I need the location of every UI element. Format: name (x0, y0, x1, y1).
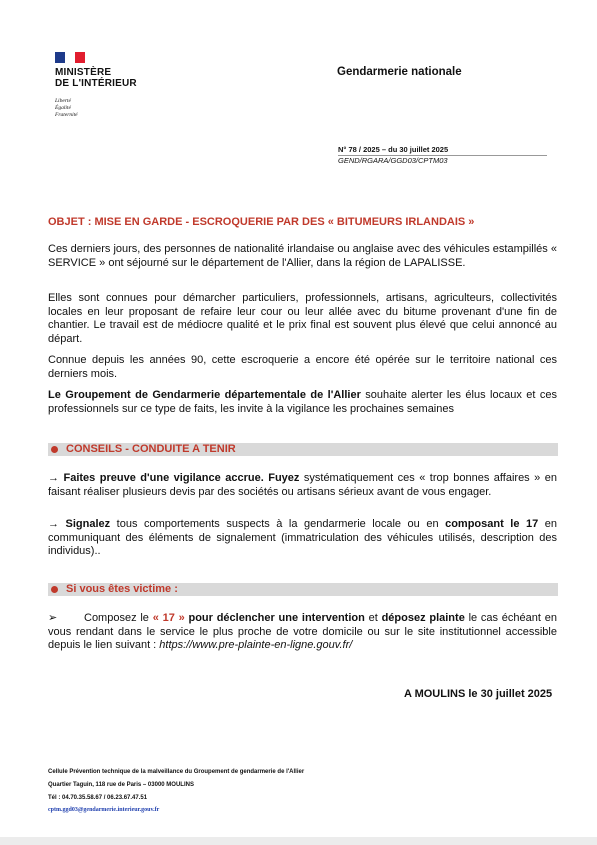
section-victime-title: Si vous êtes victime : (66, 583, 178, 595)
section-conseils-header (48, 443, 558, 456)
document-reference: N° 78 / 2025 – du 30 juillet 2025 (338, 145, 547, 156)
section-victime-header (48, 583, 558, 596)
advice-report-bold: Signalez (65, 518, 111, 530)
ministry-line-2: DE L'INTÉRIEUR (55, 78, 137, 89)
footer-phone: Tél : 04.70.35.58.67 / 06.23.67.47.51 (48, 795, 148, 801)
motto-fraternite: Fraternité (55, 112, 78, 118)
advice-vigilance-bold: Faites preuve d'une vigilance accrue. Fuyez (63, 472, 300, 484)
arrow-right-icon: → (48, 518, 59, 530)
footer-unit: Cellule Prévention technique de la malveillance du Groupement de gendarmerie de l'Allier (48, 769, 305, 775)
section-conseils-title: CONSEILS - CONDUITE A TENIR (66, 443, 236, 455)
preplainte-link[interactable]: https://www.pre-plainte-en-ligne.gouv.fr/ (159, 639, 353, 652)
motto-liberte: Liberté (55, 98, 71, 104)
subject-label: OBJET : (48, 216, 95, 228)
advice-report-text: tous comportements suspects à la gendarmerie locale ou en (110, 518, 446, 530)
victim-text-1: Composez le (84, 612, 153, 624)
bullet-icon (51, 446, 58, 453)
paragraph-alert (48, 389, 557, 416)
republic-motto (55, 98, 137, 119)
victim-text-2: et (364, 612, 382, 624)
paragraph-context: Ces derniers jours, des personnes de nationalité irlandaise ou anglaise avec des véhicules estampillés « SERVICE » ont séjourné sur le département de l'Allier, dans la région de LAPALISSE. (48, 243, 557, 269)
footer-address: Quartier Taguin, 118 rue de Paris – 03000 MOULINS (48, 782, 194, 788)
alert-issuer: Le Groupement de Gendarmerie départementale de l'Allier (48, 389, 361, 401)
arrow-right-icon: → (48, 472, 59, 484)
paragraph-history: Connue depuis les années 90, cette escroquerie a encore été opérée sur le territoire national ces derniers mois. (48, 354, 557, 380)
reference-code: GEND/RGARA/GGD03/CPTM03 (338, 156, 448, 165)
advice-call-17: composant le 17 (445, 518, 539, 530)
victim-text-3: le cas échéant en vous rendant dans le service le plus proche de votre domicile ou sur le site institutionnel accessible depuis le lien suivant : (48, 612, 557, 652)
french-flag-icon (55, 52, 85, 63)
page-bottom-edge (0, 837, 597, 845)
ministry-name (55, 67, 137, 89)
victim-bold-plainte: déposez plainte (381, 612, 465, 624)
paragraph-method: Elles sont connues pour démarcher particuliers, professionnels, artisans, agriculteurs, collectivités locales en leur proposant de refaire leur cour ou leur allée avec du bitume provenant d'une fin de chantier. Le travail est de médiocre qualité et le prix final est souvent plus élevé que celui annoncé au départ. (48, 292, 557, 346)
bullet-icon (51, 586, 58, 593)
emergency-number: « 17 » (152, 612, 185, 624)
signature-place-date: A MOULINS le 30 juillet 2025 (404, 688, 553, 700)
arrowhead-bullet-icon: ➢ (48, 612, 58, 624)
victim-instructions (48, 612, 557, 653)
advice-report-rest: en communiquant des éléments de signalement (immatriculation des véhicules utilisés, description des individus).. (48, 518, 557, 558)
advice-item-vigilance (48, 472, 557, 499)
subject-text: MISE EN GARDE - ESCROQUERIE PAR DES « BITUMEURS IRLANDAIS » (94, 216, 475, 228)
ministry-logo (55, 52, 137, 119)
ministry-line-1: MINISTÈRE (55, 67, 112, 78)
advice-item-report (48, 518, 557, 559)
organization-name: Gendarmerie nationale (337, 66, 462, 78)
alert-text: souhaite alerter les élus locaux et ces professionnels sur ce type de faits, les invite à la vigilance les prochaines semaines (48, 389, 557, 415)
footer-email-link[interactable]: cptm.ggd03@gendarmerie.interieur.gouv.fr (48, 807, 160, 813)
subject-line (48, 216, 474, 228)
motto-egalite: Égalité (55, 105, 71, 111)
victim-bold-intervention: pour déclencher une intervention (184, 612, 365, 624)
advice-vigilance-text: systématiquement ces « trop bonnes affaires » en faisant réaliser plusieurs devis par des sociétés ou artisans sérieux avant de vous engager. (48, 472, 557, 498)
